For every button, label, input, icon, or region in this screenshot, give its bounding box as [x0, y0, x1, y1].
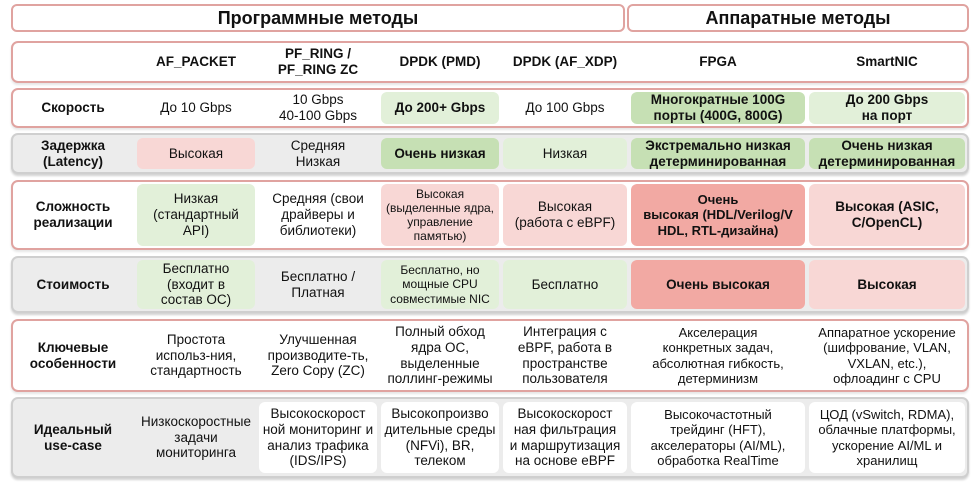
section-header-hardware	[627, 4, 969, 32]
column-header-dpdk-pmd: DPDK (PMD)	[399, 54, 481, 70]
cell-usecase-dpdk-af-xdp: Высокоскорост ная фильтрация и маршрутизация на основе eBPF	[503, 402, 627, 473]
column-header-dpdk-af-xdp: DPDK (AF_XDP)	[512, 54, 618, 70]
cell-usecase-fpga: Высокочастотный трейдинг (HFT), акселераторы (AI/ML), обработка RealTime	[631, 402, 805, 473]
cell-speed-dpdk-pmd: До 200+ Gbps	[381, 92, 499, 124]
cell-latency-smartnic: Очень низкая детерминированная	[809, 138, 965, 169]
cell-complexity-smartnic: Высокая (ASIC, C/OpenCL)	[809, 184, 965, 246]
cell-usecase-smartnic: ЦОД (vSwitch, RDMA), облачные платформы, ускорение AI/ML и хранилищ	[809, 402, 965, 473]
cell-complexity-af-packet: Низкая (стандартный API)	[137, 184, 255, 246]
section-header-software-label: Программные методы	[217, 7, 419, 28]
cell-speed-fpga: Многократные 100G порты (400G, 800G)	[631, 92, 805, 124]
row-complexity	[11, 180, 969, 250]
column-header-fpga: FPGA	[699, 54, 737, 70]
cell-cost-smartnic: Высокая	[809, 260, 965, 309]
cell-complexity-dpdk-af-xdp: Высокая (работа с eBPF)	[503, 184, 627, 246]
cell-complexity-fpga: Очень высокая (HDL/Verilog/V HDL, RTL-дизайна)	[631, 184, 805, 246]
row-label-complexity: Сложность реализации	[33, 199, 113, 230]
row-use-case	[11, 397, 969, 478]
row-key-features	[11, 319, 969, 392]
cell-latency-dpdk-af-xdp: Низкая	[503, 138, 627, 169]
row-speed	[11, 88, 969, 128]
cell-usecase-pf-ring: Высокоскорост ной мониторинг и анализ трафика (IDS/IPS)	[259, 402, 377, 473]
cell-cost-dpdk-af-xdp: Бесплатно	[503, 260, 627, 309]
cell-features-dpdk-af-xdp: Интеграция с eBPF, работа в пространстве пользователя	[517, 323, 613, 387]
column-header-af-packet: AF_PACKET	[155, 54, 236, 70]
cell-features-smartnic: Аппаратное ускорение (шифрование, VLAN, VXLAN, etc.), офлоадинг с CPU	[818, 324, 956, 386]
row-label-speed: Скорость	[41, 100, 105, 116]
cell-speed-smartnic: До 200 Gbps на порт	[809, 92, 965, 124]
cell-cost-pf-ring: Бесплатно / Платная	[280, 268, 356, 300]
row-label-cost: Стоимость	[36, 276, 110, 292]
cell-cost-dpdk-pmd: Бесплатно, но мощные CPU совместимые NIC	[381, 260, 499, 309]
row-label-latency: Задержка (Latency)	[41, 137, 105, 169]
row-latency	[11, 133, 969, 174]
row-label-use-case: Идеальный use-case	[33, 421, 113, 453]
cell-speed-pf-ring: 10 Gbps 40-100 Gbps	[278, 92, 358, 123]
cell-complexity-pf-ring: Средняя (свои драйверы и библиотеки)	[272, 191, 364, 238]
column-header-smartnic: SmartNIC	[856, 54, 918, 70]
cell-latency-pf-ring: Средняя Низкая	[290, 137, 346, 169]
cell-features-af-packet: Простота использ-ния, стандартность	[150, 331, 242, 379]
row-cost	[11, 256, 969, 313]
cell-features-pf-ring: Улучшенная производите-ть, Zero Copy (ZC)	[267, 331, 369, 379]
section-header-hardware-label: Аппаратные методы	[705, 7, 891, 28]
cell-latency-af-packet: Высокая	[137, 138, 255, 169]
cell-latency-fpga: Экстремально низкая детерминированная	[631, 138, 805, 169]
column-header-row	[11, 41, 969, 83]
section-header-software	[11, 4, 625, 32]
cell-features-dpdk-pmd: Полный обход ядра ОС, выделенные поллинг-режимы	[387, 323, 493, 387]
cell-usecase-dpdk-pmd: Высокопроизво дительные среды (NFVi), BR, телеком	[381, 402, 499, 473]
row-label-key-features: Ключевые особенности	[29, 339, 117, 371]
cell-usecase-af-packet: Низкоскоростные задачи мониторинга	[141, 413, 251, 461]
cell-latency-dpdk-pmd: Очень низкая	[381, 138, 499, 169]
cell-speed-dpdk-af-xdp: До 100 Gbps	[525, 100, 605, 116]
column-header-pf-ring: PF_RING / PF_RING ZC	[277, 46, 359, 77]
cell-complexity-dpdk-pmd: Высокая (выделенные ядра, управление памятью)	[381, 184, 499, 246]
cell-cost-af-packet: Бесплатно (входит в состав ОС)	[137, 260, 255, 309]
cell-features-fpga: Акселерация конкретных задач, абсолютная гибкость, детерминизм	[652, 324, 784, 386]
cell-cost-fpga: Очень высокая	[631, 260, 805, 309]
cell-speed-af-packet: До 10 Gbps	[160, 100, 232, 116]
